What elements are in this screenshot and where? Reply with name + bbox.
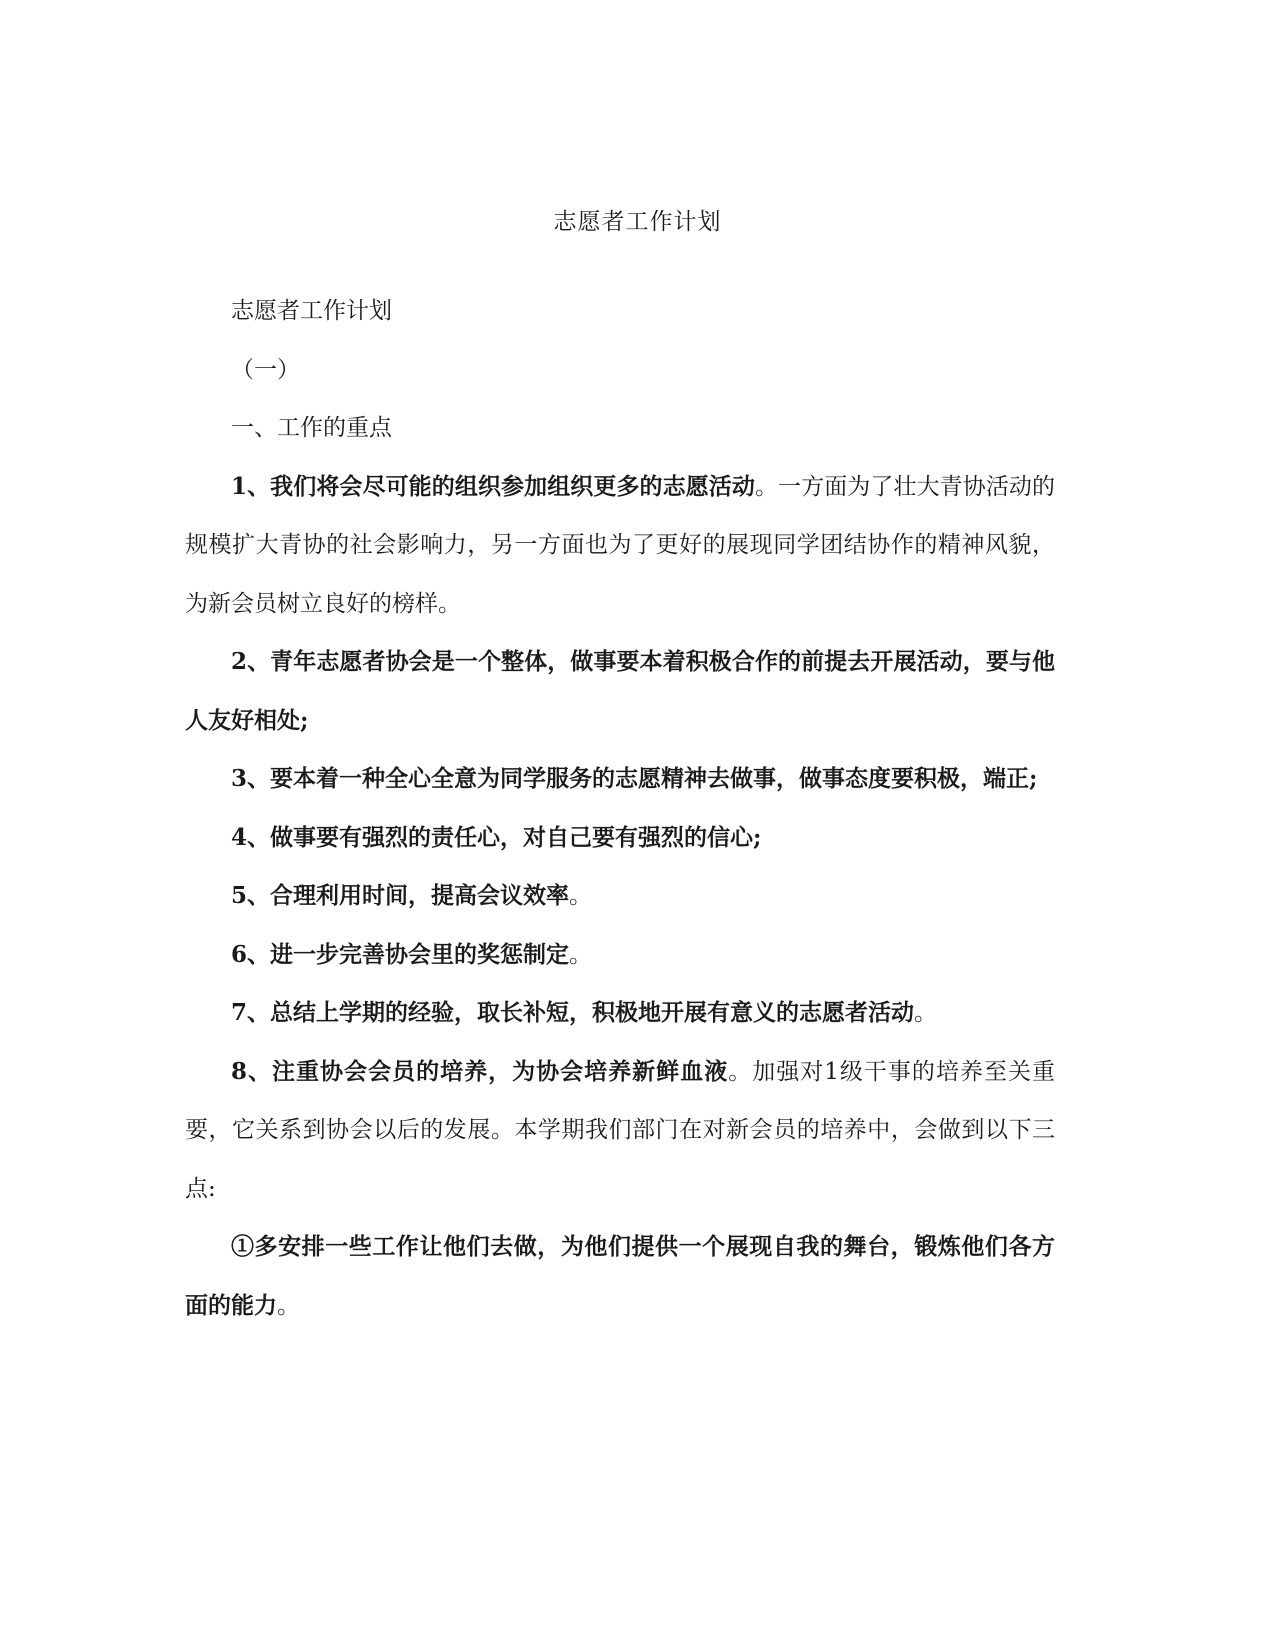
document-title: 志愿者工作计划 [553,209,722,235]
list-item-4 [185,809,1055,868]
document-body [185,282,1055,1335]
list-item-8-text: 。加强对1级干事的培养至关重要，它关系到协会以后的发展。本学期我们部门在对新会员的培养中，会做到以下三点: [185,1058,1055,1202]
list-item-2-bold: 2、青年志愿者协会是一个整体，做事要本着积极合作的前提去开展活动，要与他人友好相处; [185,648,1055,734]
list-item-7-text: 。 [914,1000,938,1026]
sub-item-1 [185,1218,1055,1335]
list-item-5 [185,867,1055,926]
list-item-8 [185,1043,1055,1219]
section-heading: 一、工作的重点 [231,415,392,441]
list-item-1 [185,458,1055,634]
list-item-1-bold: 1、我们将会尽可能的组织参加组织更多的志愿活动 [231,472,755,500]
subtitle: 志愿者工作计划 [231,298,392,324]
list-item-3-bold: 3、要本着一种全心全意为同学服务的志愿精神去做事，做事态度要积极，端正; [231,765,1038,792]
list-item-2 [185,633,1055,750]
list-item-5-bold: 5、合理利用时间，提高会议效率 [231,882,570,909]
sub-item-1-text: 。 [277,1292,300,1319]
list-item-7-bold: 7、总结上学期的经验，取长补短，积极地开展有意义的志愿者活动 [231,999,915,1026]
list-item-4-bold: 4、做事要有强烈的责任心，对自己要有强烈的信心; [231,823,762,851]
sub-item-1-bold: ①多安排一些工作让他们去做，为他们提供一个展现自我的舞台，锻炼他们各方面的能力 [185,1233,1055,1319]
list-item-6-text: 。 [569,941,593,968]
list-item-8-bold: 8、注重协会会员的培养，为协会培养新鲜血液 [231,1057,729,1085]
section-number: （一） [231,356,300,383]
list-item-3 [185,750,1055,809]
list-item-7 [185,984,1055,1043]
list-item-1-text: 。一方面为了壮大青协活动的规模扩大青协的社会影响力，另一方面也为了更好的展现同学团结协作的精神风貌，为新会员树立良好的榜样。 [185,473,1055,617]
list-item-6-bold: 6、进一步完善协会里的奖惩制定 [231,940,570,968]
list-item-5-text: 。 [569,883,593,909]
list-item-6 [185,926,1055,985]
